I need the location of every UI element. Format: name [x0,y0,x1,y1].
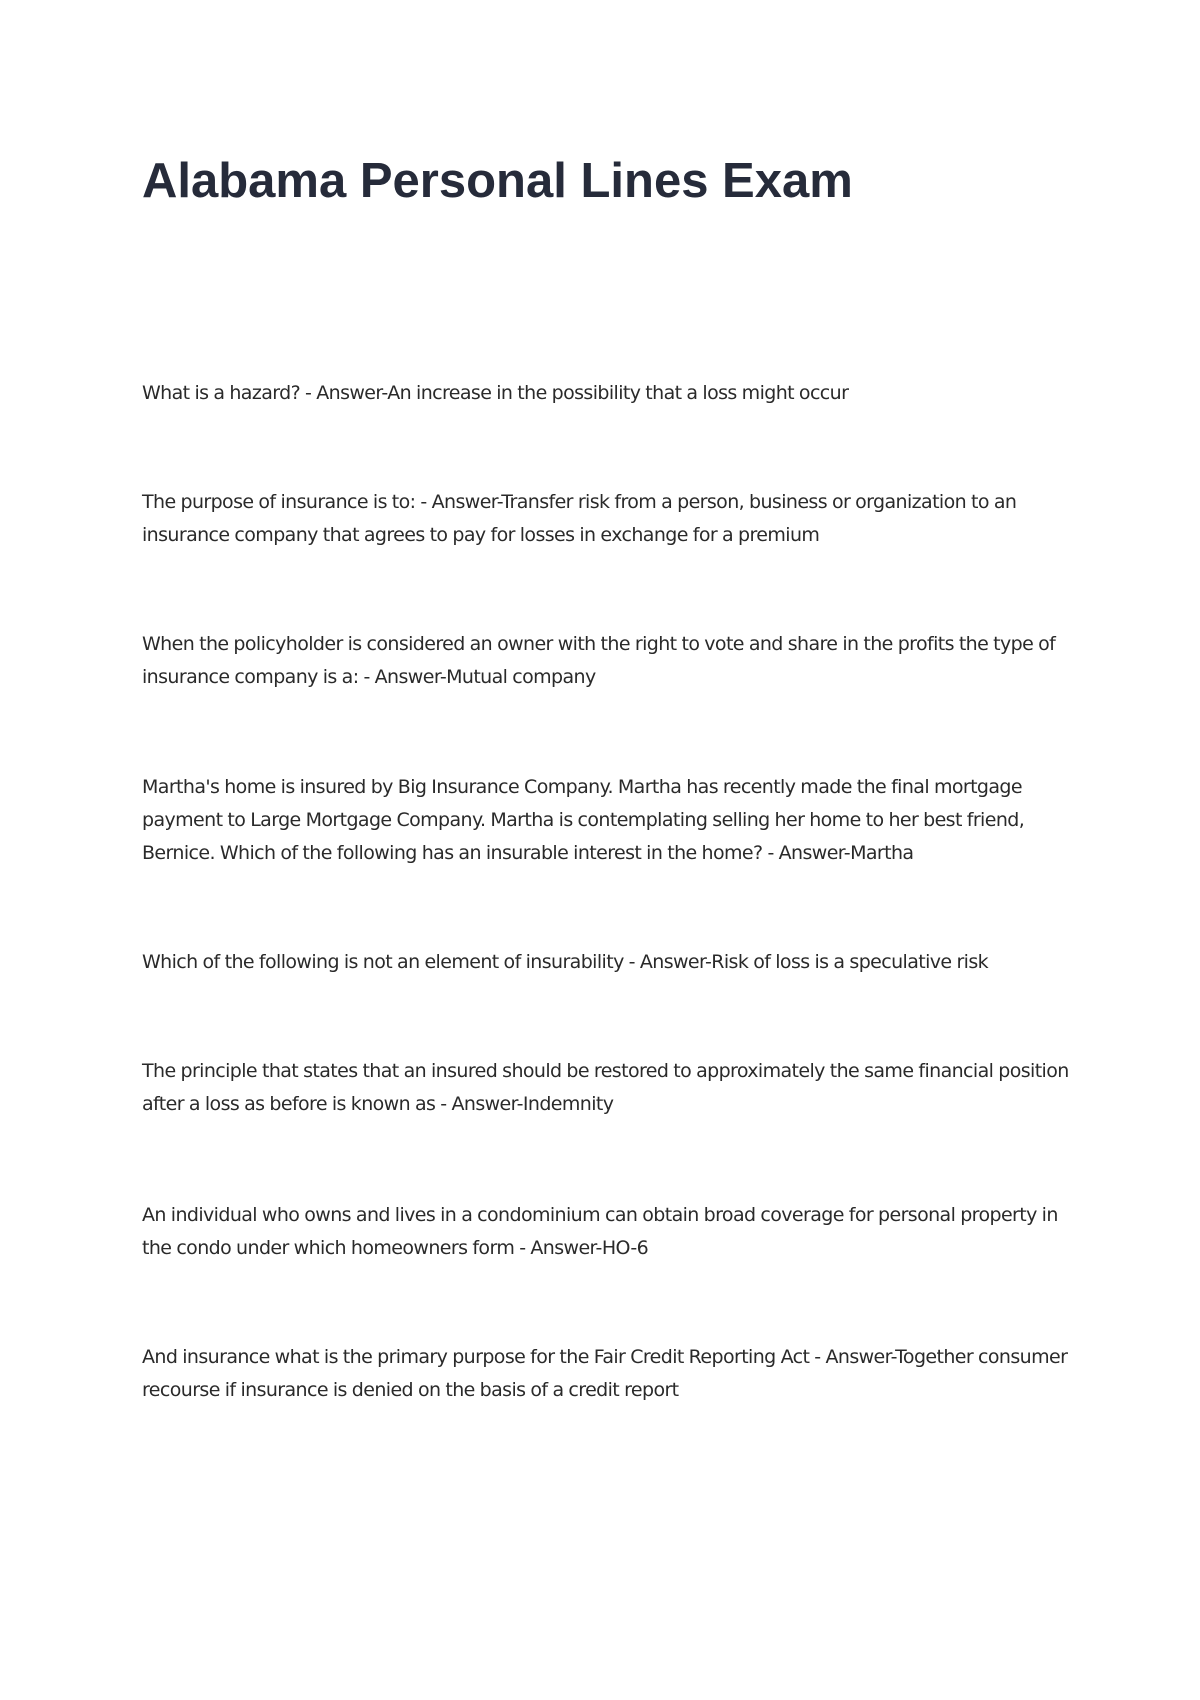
answer-separator: - Answer- [300,382,388,404]
answer-separator: - Answer- [762,842,851,864]
qa-item [142,486,1072,552]
answer-separator: - Answer- [435,1093,523,1115]
answer-text: Mutual company [446,666,596,688]
answer-text: Martha [850,842,914,864]
answer-text: Risk of loss is a speculative risk [711,951,989,973]
answer-text: HO-6 [601,1237,649,1259]
question-text: And insurance what is the primary purpose for the Fair Credit Reporting Act [142,1346,810,1368]
answer-separator: - Answer- [514,1237,602,1259]
qa-item [142,377,1072,410]
qa-item [142,628,1072,694]
answer-text: Together consumer recourse if insurance is denied on the basis of a credit report [142,1346,1068,1401]
question-text: The purpose of insurance is to: [142,491,416,513]
answer-text: Indemnity [522,1093,614,1115]
qa-item [142,1199,1072,1265]
question-text: When the policyholder is considered an owner with the right to vote and share in the profits the type of insurance company is a: [142,633,1056,688]
qa-item [142,1055,1072,1121]
qa-item [142,771,1072,870]
answer-text: An increase in the possibility that a loss might occur [387,382,849,404]
question-text: The principle that states that an insured should be restored to approximately the same financial position after a loss as before is known as [142,1060,1069,1115]
answer-separator: - Answer- [809,1346,896,1368]
qa-item [142,946,1072,979]
answer-text: Transfer risk from a person, business or organization to an insurance company that agrees to pay for losses in exchange for a premium [142,491,1017,546]
question-text: An individual who owns and lives in a condominium can obtain broad coverage for personal property in the condo under which homeowners form [142,1204,1058,1259]
question-text: Which of the following is not an element of insurability [142,951,624,973]
answer-separator: - Answer- [623,951,712,973]
qa-item [142,1341,1072,1407]
answer-separator: - Answer- [358,666,447,688]
answer-separator: - Answer- [415,491,502,513]
question-text: Martha's home is insured by Big Insurance Company. Martha has recently made the final mortgage payment to Large Mortgage Company. Martha is contemplating selling her home to her best friend, Bernice. Which of the following has an insurable interest in the home? [142,776,1025,864]
question-text: What is a hazard? [142,382,301,404]
document-title: Alabama Personal Lines Exam [142,154,853,208]
